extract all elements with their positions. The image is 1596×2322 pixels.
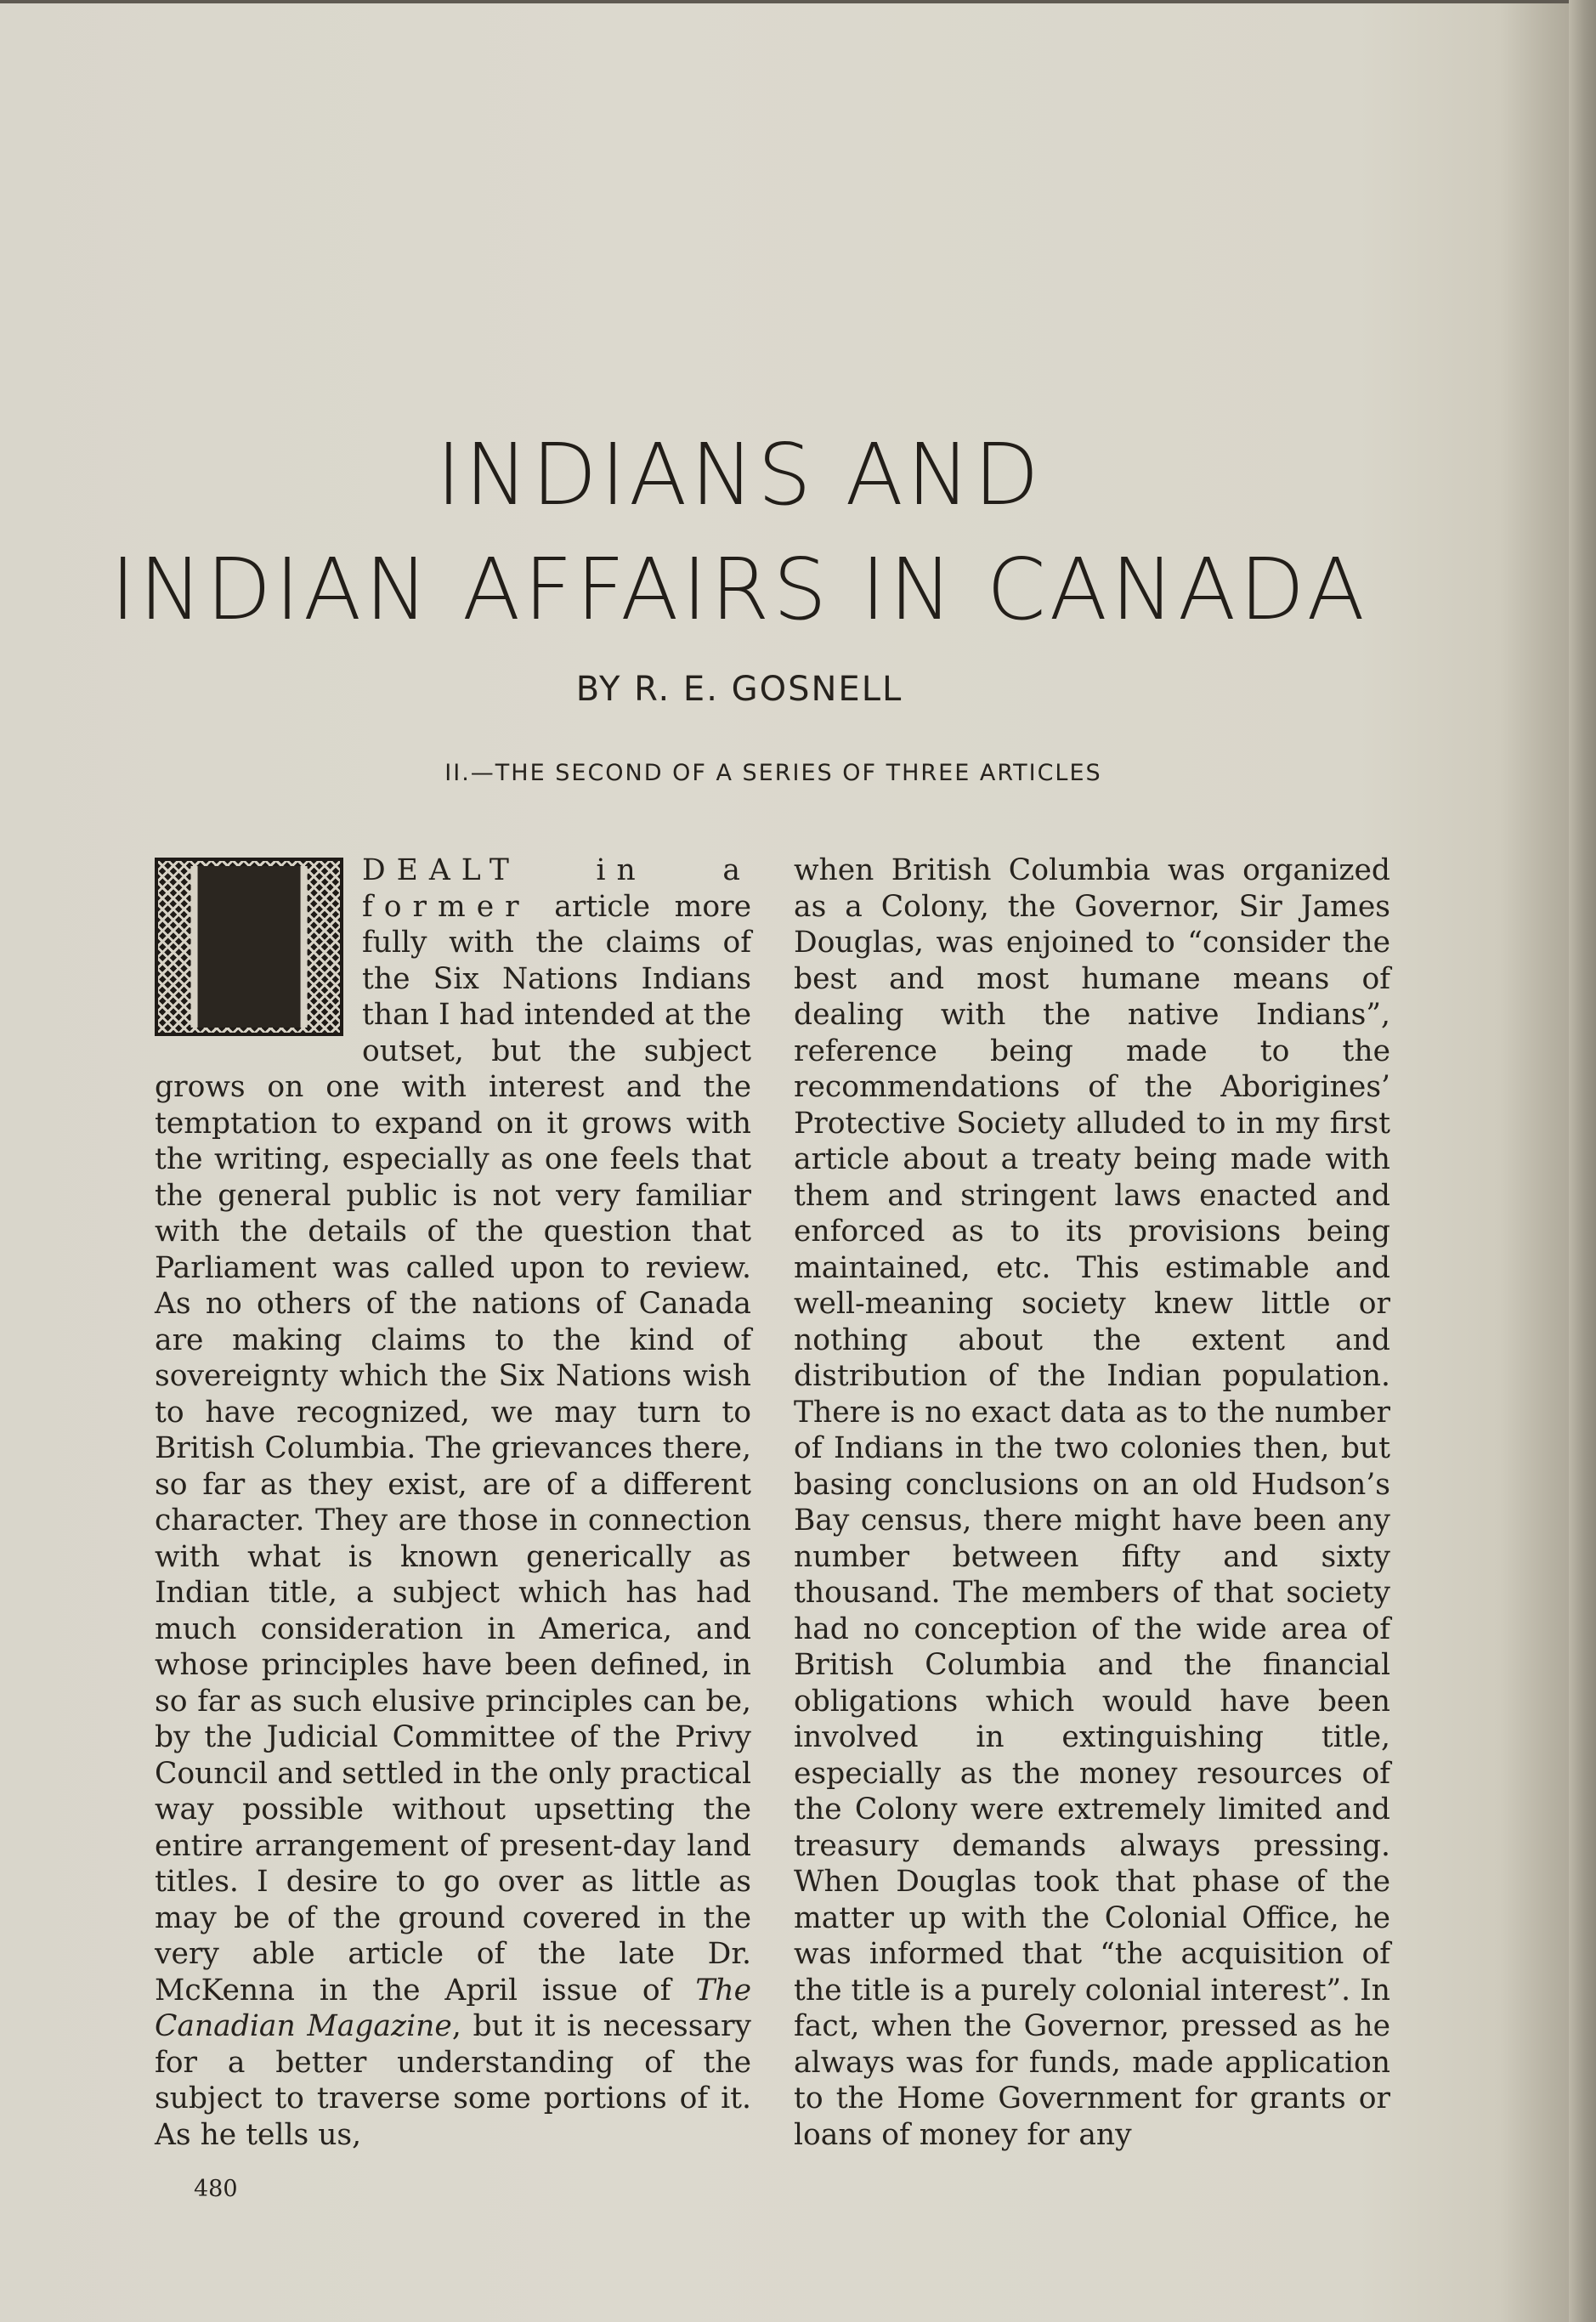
top-rule <box>0 0 1572 3</box>
page-edge-shadow <box>1569 0 1596 2322</box>
magazine-title: The Canadian Magazine <box>155 1973 751 2043</box>
title-line-2: INDIAN AFFAIRS IN CANADA <box>110 540 1368 639</box>
series-note: II.—THE SECOND OF A SERIES OF THREE ARTICLES <box>444 760 1102 786</box>
drop-cap-letter <box>191 866 308 1028</box>
left-column-text: article more fully with the claims of the Six Nations Indians than I had intended at the outset, but the subject grows on one with interest and the temptation to expand on it grows with the writing, especially as one feels that the general public is not very familiar with the details of the question that Parliament was called upon to review. As no others of the nations of Canada are making claims to the kind of sovereignty which the Six Nations wish to have recognized, we may turn to British Columbia. The grievances there, so far as they exist, are of a different character. They are those in connection with what is known generically as Indian title, a subject which has had much consideration in America, and whose principles have been defined, in so far as such elusive principles can be, by the Judicial Committee of the Privy Council and settled in the only practical way possible without upsetting the entire arrangement of present-day land titles. I desire to go over as little as may be of the ground covered in the very able article of the late Dr. McKenna in the April issue of <box>155 889 751 2008</box>
column-right: when British Columbia was organized as a Colony, the Governor, Sir James Douglas, was enjoined to “consider the best and most humane means of dealing with the native Indians”, reference being made to the recommendations of the Aborigines’ Protective Society alluded to in my first article about a treaty being made with them and stringent laws enacted and enforced as to its provisions being maintained, etc. This estimable and well-meaning society knew little or nothing about the extent and distribution of the Indian population. There is no exact data as to the number of Indians in the two colonies then, but basing conclusions on an old Hudson’s Bay census, there might have been any number between fifty and sixty thousand. The members of that society had no conception of the wide area of British Columbia and the financial obligations which would have been involved in extinguishing title, especially as the money resources of the Colony were extremely limited and treasury demands always pressing. When Douglas took that phase of the matter up with the Colonial Office, he was informed that “the acquisition of the title is a purely colonial interest”. In fact, when the Governor, pressed as he always was for funds, made application to the Home Government for grants or loans of money for any <box>794 853 1390 2152</box>
drop-cap <box>155 858 343 1036</box>
opening-words: DEALT in a former <box>362 853 751 924</box>
byline: BY R. E. GOSNELL <box>575 670 903 709</box>
left-column-text-end: , but it is necessary for a better understanding of the subject to traverse some portions of it. As he tells us, <box>155 2009 751 2152</box>
title-line-1: INDIANS AND <box>436 425 1043 524</box>
column-left <box>155 852 751 2153</box>
page-number: 480 <box>194 2176 238 2202</box>
